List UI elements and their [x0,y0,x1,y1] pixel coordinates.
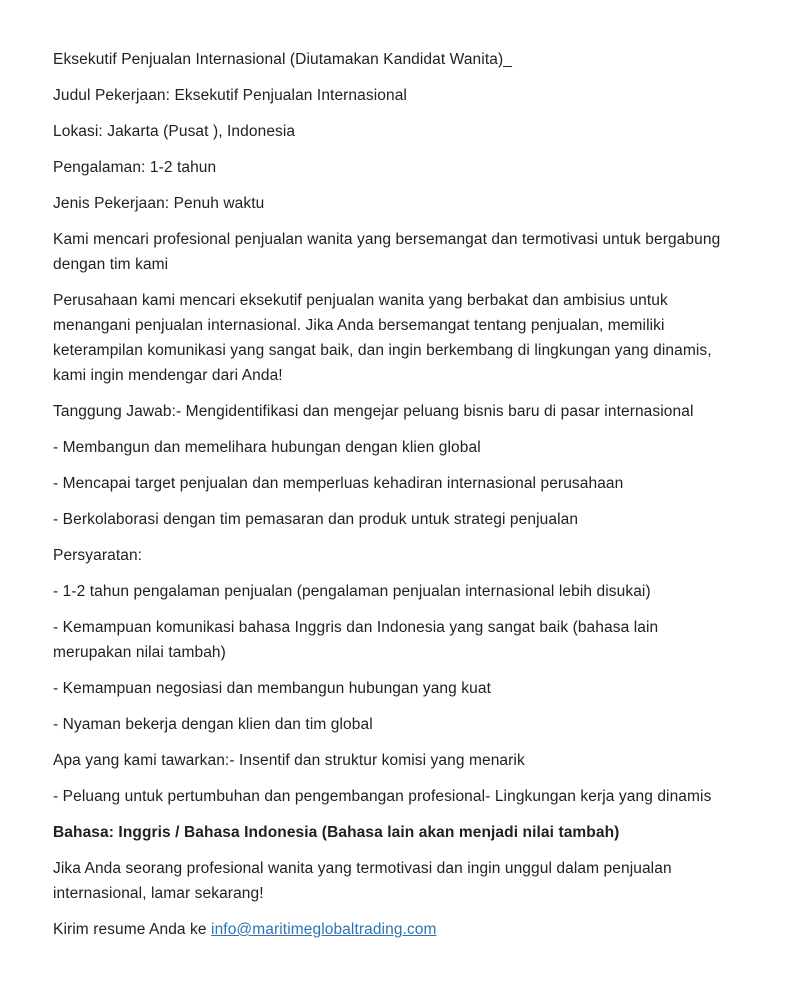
paragraph-requirement-4 [53,712,745,737]
text-line: Persyaratan: [53,547,143,564]
paragraph-responsibility-2 [53,471,745,496]
text-line: merupakan nilai tambah) [53,644,226,661]
paragraph-responsibility-3 [53,507,745,532]
text-line: keterampilan komunikasi yang sangat baik, dan ingin berkembang di lingkungan yang dinamis, [53,342,712,359]
paragraph-language [53,820,745,845]
paragraph-offer-1 [53,784,745,809]
text-line: - Peluang untuk pertumbuhan dan pengembangan profesional- Lingkungan kerja yang dinamis [53,788,712,805]
paragraph-title [53,47,745,72]
text-line: Perusahaan kami mencari eksekutif penjualan wanita yang berbakat dan ambisius untuk [53,292,668,309]
paragraph-requirement-2 [53,615,745,665]
text-line: menangani penjualan internasional. Jika Anda bersemangat tentang penjualan, memiliki [53,317,665,334]
contact-prefix-text: Kirim resume Anda ke [53,921,212,938]
text-line: - Kemampuan negosiasi dan membangun hubungan yang kuat [53,680,491,697]
text-line: Tanggung Jawab:- Mengidentifikasi dan mengejar peluang bisnis baru di pasar internasional [53,403,694,420]
text-line: - Nyaman bekerja dengan klien dan tim global [53,716,373,733]
text-line: Lokasi: Jakarta (Pusat ), Indonesia [53,123,296,140]
paragraph-company-description [53,288,745,388]
text-line: internasional, lamar sekarang! [53,885,264,902]
text-line: - Membangun dan memelihara hubungan dengan klien global [53,439,481,456]
paragraph-requirement-3 [53,676,745,701]
paragraph-intro [53,227,745,277]
text-line: Jika Anda seorang profesional wanita yang termotivasi dan ingin unggul dalam penjualan [53,860,672,877]
paragraph-job-type [53,191,745,216]
text-line: - 1-2 tahun pengalaman penjualan (pengalaman penjualan internasional lebih disukai) [53,583,651,600]
email-link[interactable]: info@maritimeglobaltrading.com [211,921,437,938]
text-line: Apa yang kami tawarkan:- Insentif dan struktur komisi yang menarik [53,752,525,769]
paragraph-requirement-1 [53,579,745,604]
paragraph-responsibilities-header [53,399,745,424]
text-line [53,917,745,942]
document-body [53,47,745,942]
text-line: kami ingin mendengar dari Anda! [53,367,283,384]
paragraph-call-to-action [53,856,745,906]
text-line: Kami mencari profesional penjualan wanita yang bersemangat dan termotivasi untuk bergabung [53,231,721,248]
text-line: - Kemampuan komunikasi bahasa Inggris dan Indonesia yang sangat baik (bahasa lain [53,619,659,636]
text-line: Jenis Pekerjaan: Penuh waktu [53,195,265,212]
text-line: - Berkolaborasi dengan tim pemasaran dan produk untuk strategi penjualan [53,511,579,528]
text-line: - Mencapai target penjualan dan memperluas kehadiran internasional perusahaan [53,475,624,492]
paragraph-location [53,119,745,144]
text-line: Eksekutif Penjualan Internasional (Diutamakan Kandidat Wanita)_ [53,51,512,68]
text-line: Bahasa: Inggris / Bahasa Indonesia (Bahasa lain akan menjadi nilai tambah) [53,824,620,841]
text-line: Pengalaman: 1-2 tahun [53,159,217,176]
paragraph-job-title [53,83,745,108]
paragraph-requirements-header [53,543,745,568]
paragraph-contact [53,917,745,942]
paragraph-experience [53,155,745,180]
paragraph-offer-header [53,748,745,773]
text-line: dengan tim kami [53,256,169,273]
text-line: Judul Pekerjaan: Eksekutif Penjualan Internasional [53,87,407,104]
paragraph-responsibility-1 [53,435,745,460]
